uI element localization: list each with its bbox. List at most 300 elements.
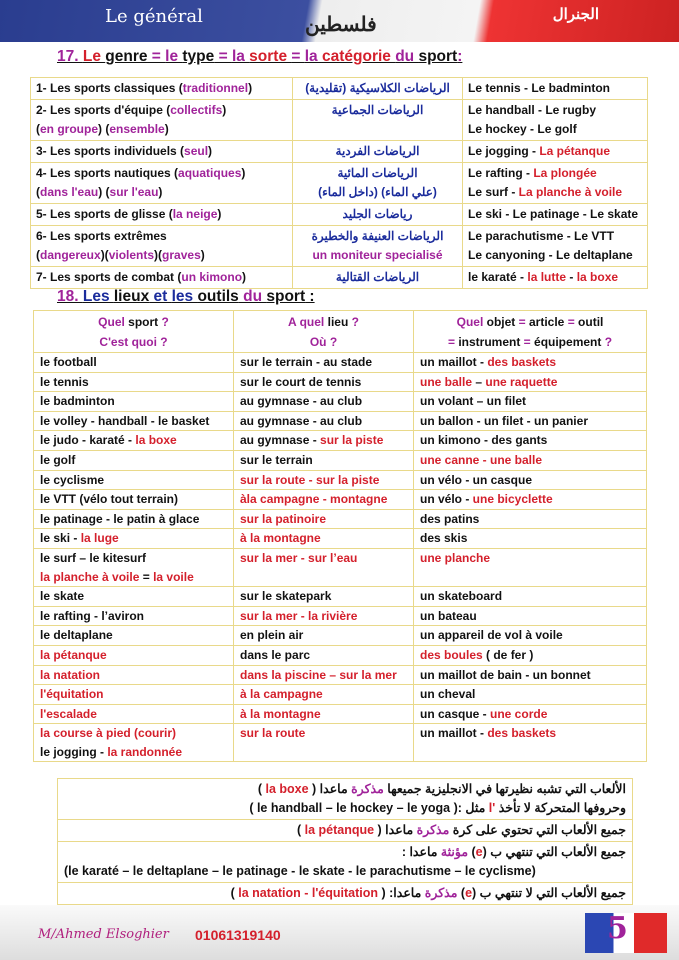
place-cell [234,626,414,646]
text-segment: un vélo - [420,492,473,507]
author-signature: M/Ahmed Elsoghier [38,927,169,942]
cell-ex [463,141,648,163]
text-segment: Où ? [309,335,338,349]
text-line [420,431,640,450]
gender-notes-box [57,778,633,905]
text-line [298,268,457,287]
text-line [240,412,407,431]
cell-ar [293,141,463,163]
text-segment: type [182,48,215,65]
text-line [420,392,640,411]
place-cell [234,431,414,451]
sport-cell [34,606,234,626]
cell-ar [293,226,463,267]
text-segment: ( [36,248,40,262]
text-segment: aquatiques [178,166,242,180]
text-line [240,549,407,568]
text-segment: l'escalade [40,706,97,721]
table-row [34,490,647,510]
text-line [420,529,640,548]
logo: فلسطين [305,14,377,36]
table-row [34,431,647,451]
text-segment: ( [36,185,40,199]
text-segment: la lutte [527,270,567,284]
text-segment: la boxe [135,433,177,448]
text-segment: dans l'eau [40,185,99,199]
text-line [36,164,287,183]
equipment-cell [414,392,647,412]
text-line [420,451,640,470]
text-segment: le badminton [40,394,115,409]
text-segment: objet [486,315,516,329]
cell-ar [293,100,463,141]
text-line [36,183,287,202]
equipment-cell [414,529,647,549]
text-segment: la natation [40,667,101,682]
text-line [36,142,287,161]
text-segment: ماعدا ( [374,823,417,837]
text-line [298,164,457,183]
text-segment: )( [100,248,109,262]
sport-cell [34,724,234,762]
cell-ex [463,267,648,289]
text-segment: le cyclisme [40,472,105,487]
place-cell [234,704,414,724]
equipment-cell [414,606,647,626]
text-segment: الرياضات القتالية [335,270,420,284]
text-line [64,843,626,862]
text-segment: Les [82,288,114,305]
text-segment: ? [601,335,613,349]
text-segment: ? [158,315,169,329]
sport-cell [34,470,234,490]
text-line [468,246,642,265]
text-segment: le jogging - [40,744,108,759]
text-segment: Le surf - [468,185,519,199]
table-row [34,645,647,665]
text-line [420,549,640,568]
text-segment: sur la patinoire [240,511,327,526]
text-segment: les [171,288,198,305]
text-segment: = [139,569,154,584]
text-segment: ماعدا: ( [378,886,425,900]
table-row [31,100,648,141]
text-segment: des baskets [487,726,557,741]
text-segment: un ballon - un filet - un panier [420,413,588,428]
text-segment: C'est quoi ? [99,335,168,349]
table-row [34,685,647,705]
table-row [31,163,648,204]
text-segment: Le ski - Le patinage - Le skate [468,207,639,221]
sport-cell [34,587,234,607]
text-segment: = [214,48,232,65]
text-segment: un maillot - [420,355,488,369]
text-line [420,373,640,392]
text-segment: sur le terrain [240,452,313,467]
text-segment: جميع الألعاب التي لا تنتهي ب ( [472,886,626,900]
cell-fr [31,78,293,100]
place-cell [234,724,414,762]
equipment-cell [414,645,647,665]
place-cell [234,665,414,685]
text-segment: = [515,315,529,329]
text-line [40,353,227,372]
text-segment: ) ( [98,185,110,199]
sport-cell [34,704,234,724]
text-segment: dans le parc [240,647,311,662]
text-line [36,101,287,120]
header-left-title: Le général [105,6,203,27]
text-segment: à la montagne [240,706,321,721]
text-line [40,510,227,529]
table-row [34,353,647,373]
table-row [34,372,647,392]
text-segment: la natation - l'équitation [238,886,379,900]
text-segment: la randonnée [107,744,183,759]
equipment-cell [414,587,647,607]
table-row [34,724,647,762]
text-segment: La plongée [533,166,597,180]
text-line [298,246,457,265]
sport-cell [34,431,234,451]
text-segment: la planche à voile [40,569,140,584]
text-line [420,510,640,529]
text-line [420,705,640,724]
text-segment: une bicyclette [472,492,553,507]
text-line [420,724,640,743]
text-segment: ) [457,886,466,900]
header-right-title: الجنرال [552,6,599,23]
text-line [240,724,407,743]
text-segment: sur la piste [320,433,384,448]
text-segment: - [566,270,577,284]
text-segment: le football [40,355,97,369]
text-segment: مذكرة [424,886,458,900]
text-segment: un maillot - [420,726,488,741]
text-line [240,646,407,665]
text-segment: violents [108,248,155,262]
text-line [240,373,407,392]
text-segment: une balle [420,374,473,389]
sport-cell [34,450,234,470]
table-row [34,665,647,685]
text-segment: (le karaté – le deltaplane – le patinage - le skate - le parachutisme – le cyclisme) [64,864,536,878]
text-segment: un vélo - un casque [420,472,533,487]
text-segment: الرياضات العنيفة والخطيرة [311,229,444,243]
text-line [240,607,407,626]
text-segment: outil [578,315,604,329]
sport-cell [34,529,234,549]
text-segment: le surf – le kitesurf [40,550,147,565]
text-segment: une corde [490,706,548,721]
text-segment: جميع الألعاب التي تنتهي ب ( [482,845,626,859]
text-segment: le tennis [40,374,89,389]
text-line [240,312,407,332]
text-line [40,626,227,645]
page-footer [0,905,679,960]
section-17-heading [57,48,462,66]
text-segment: la boxe [265,782,309,796]
text-segment: la [231,48,250,65]
place-cell [234,372,414,392]
text-line [36,268,287,287]
place-cell [234,645,414,665]
section-18-heading [57,288,315,306]
text-segment: au gymnase - au club [240,413,363,428]
text-line [420,646,640,665]
table-row [31,204,648,226]
text-line [40,568,227,587]
text-segment: des skis [420,531,468,546]
text-line [40,392,227,411]
text-segment: ) [248,81,253,95]
text-segment: collectifs [170,103,223,117]
sport-cell [34,665,234,685]
text-line [240,529,407,548]
text-segment: équipement [534,335,602,349]
text-line [36,246,287,265]
sport-cell [34,372,234,392]
equipment-cell [414,470,647,490]
place-cell [234,548,414,586]
table-row [34,587,647,607]
text-line [240,666,407,685]
text-segment: ( [36,122,40,136]
text-segment: dans la piscine – sur la mer [240,667,397,682]
text-segment: sport [418,48,458,65]
text-segment: 3- Les sports individuels ( [36,144,185,158]
table-row [34,450,647,470]
text-line [468,120,642,139]
text-segment: la voile [153,569,194,584]
text-segment: un casque - [420,706,491,721]
cell-ar [293,204,463,226]
cell-fr [31,100,293,141]
text-segment: lieux [113,288,150,305]
text-segment: وحروفها المتحركة لا تأخذ [495,801,626,815]
text-segment: une raquette [485,374,558,389]
page-header [0,0,679,42]
text-line [40,431,227,450]
text-line [36,79,287,98]
cell-fr [31,204,293,226]
table-row [31,226,648,267]
cell-ex [463,163,648,204]
text-line [240,431,407,450]
text-segment: Quel [456,315,487,329]
text-segment: A quel [288,315,328,329]
page-number-badge [585,913,667,953]
text-line [40,685,227,704]
text-segment: 6- Les sports extrêmes [36,229,167,243]
text-line [420,607,640,626]
text-line [240,626,407,645]
text-line [64,821,626,840]
text-segment: un maillot de bain - un bonnet [420,667,591,682]
text-segment: 18. [57,288,83,305]
text-line [468,205,642,224]
text-segment: Le parachutisme - Le VTT [468,229,615,243]
text-segment: Le canyoning - Le deltaplane [468,248,633,262]
text-segment: sur le court de tennis [240,374,362,389]
text-segment: graves [162,248,201,262]
text-line [420,332,640,352]
text-segment: Le hockey - Le golf [468,122,577,136]
table-row [34,606,647,626]
text-segment: 4- Les sports nautiques ( [36,166,179,180]
text-segment: la luge [80,531,119,546]
place-cell [234,587,414,607]
text-segment: sur la mer - la rivière [240,608,358,623]
text-line [36,227,287,246]
text-segment: àla campagne - montagne [240,492,388,507]
text-segment: un kimono - des gants [420,433,548,448]
text-line [240,587,407,606]
text-line [240,685,407,704]
text-line [240,332,407,352]
text-segment: الرياضات الجماعية [331,103,424,117]
sport-cell [34,490,234,510]
text-line [40,587,227,606]
text-line [240,705,407,724]
text-line [468,79,642,98]
text-line [298,227,457,246]
text-line [240,451,407,470]
text-segment: catégorie [321,48,396,65]
cell-ex [463,100,648,141]
text-segment: le volley - handball - le basket [40,413,210,428]
equipment-cell [414,626,647,646]
text-segment: la neige [172,207,218,221]
text-segment: sur l'eau [109,185,159,199]
text-segment: une canne - une balle [420,452,543,467]
text-segment: ) [468,845,476,859]
text-segment: = [147,48,166,65]
text-line [468,101,642,120]
text-segment: ماعدا ( [308,782,352,796]
text-segment: = [564,315,579,329]
cell-ex [463,226,648,267]
table-row [31,78,648,100]
text-segment: sport [266,288,306,305]
text-segment: des patins [420,511,480,526]
text-segment: la pétanque [304,823,375,837]
text-segment: ) [257,782,266,796]
text-segment: sur le terrain - au stade [240,355,373,369]
text-segment: ensemble [109,122,165,136]
text-segment: الرياضات الكلاسيكية (تقليدية) [305,81,450,95]
equipment-cell [414,411,647,431]
text-segment: Le [82,48,106,65]
note-item [58,842,632,883]
equipment-cell [414,704,647,724]
text-line [298,183,457,202]
text-line [420,412,640,431]
text-line [468,227,642,246]
column-header [414,311,647,353]
column-header [234,311,414,353]
place-cell [234,509,414,529]
text-segment: des boules [420,647,483,662]
text-segment: le karaté - [468,270,528,284]
sport-cell [34,392,234,412]
sport-cell [34,509,234,529]
note-item [58,820,632,842]
text-segment: Le jogging - [468,144,540,158]
places-tools-table [33,310,647,762]
text-line [40,373,227,392]
text-segment: ماعدا : [401,845,441,859]
text-segment: ) [164,122,169,136]
text-segment: dangereux [40,248,101,262]
text-segment: – [472,374,486,389]
text-segment: ) [208,144,213,158]
text-segment: le ski - [40,531,81,546]
text-segment: 7- Les sports de combat ( [36,270,182,284]
text-segment: le deltaplane [40,628,113,643]
cell-fr [31,267,293,289]
text-line [40,471,227,490]
text-line [420,626,640,645]
text-segment: le judo - karaté - [40,433,136,448]
place-cell [234,411,414,431]
text-segment: lieu [327,315,349,329]
text-segment: : [305,288,315,305]
text-line [40,332,227,352]
text-line [240,353,407,372]
text-segment: = [447,335,459,349]
equipment-cell [414,353,647,373]
text-segment: en plein air [240,628,304,643]
table-row [34,704,647,724]
text-segment: La pétanque [539,144,611,158]
text-segment: le rafting - l’aviron [40,608,145,623]
text-segment: sorte [249,48,292,65]
text-segment: ? [348,315,359,329]
text-segment: مذكرة [351,782,384,796]
text-line [240,490,407,509]
cell-ex [463,204,648,226]
text-line [468,183,642,202]
text-segment: جميع الألعاب التي تحتوي على كرة [449,823,626,837]
cell-ar [293,267,463,289]
text-segment: الرياضات المائية [337,166,418,180]
place-cell [234,606,414,626]
table-row [31,141,648,163]
text-line [468,142,642,161]
text-segment: La planche à voile [518,185,623,199]
text-segment: Le tennis - Le badminton [468,81,611,95]
text-segment: = [520,335,535,349]
text-segment: 5- Les sports de glisse ( [36,207,173,221]
text-segment: un bateau [420,608,477,623]
text-segment: au gymnase - au club [240,394,363,409]
text-line [240,510,407,529]
text-line [64,884,626,903]
text-segment: une planche [420,550,491,565]
text-line [298,142,457,161]
table-row [34,509,647,529]
equipment-cell [414,372,647,392]
text-line [40,529,227,548]
text-segment: article [529,315,565,329]
place-cell [234,490,414,510]
text-segment: الرياضات الفردية [335,144,420,158]
place-cell [234,450,414,470]
cell-ar [293,78,463,100]
text-segment: e [475,845,483,859]
cell-fr [31,141,293,163]
